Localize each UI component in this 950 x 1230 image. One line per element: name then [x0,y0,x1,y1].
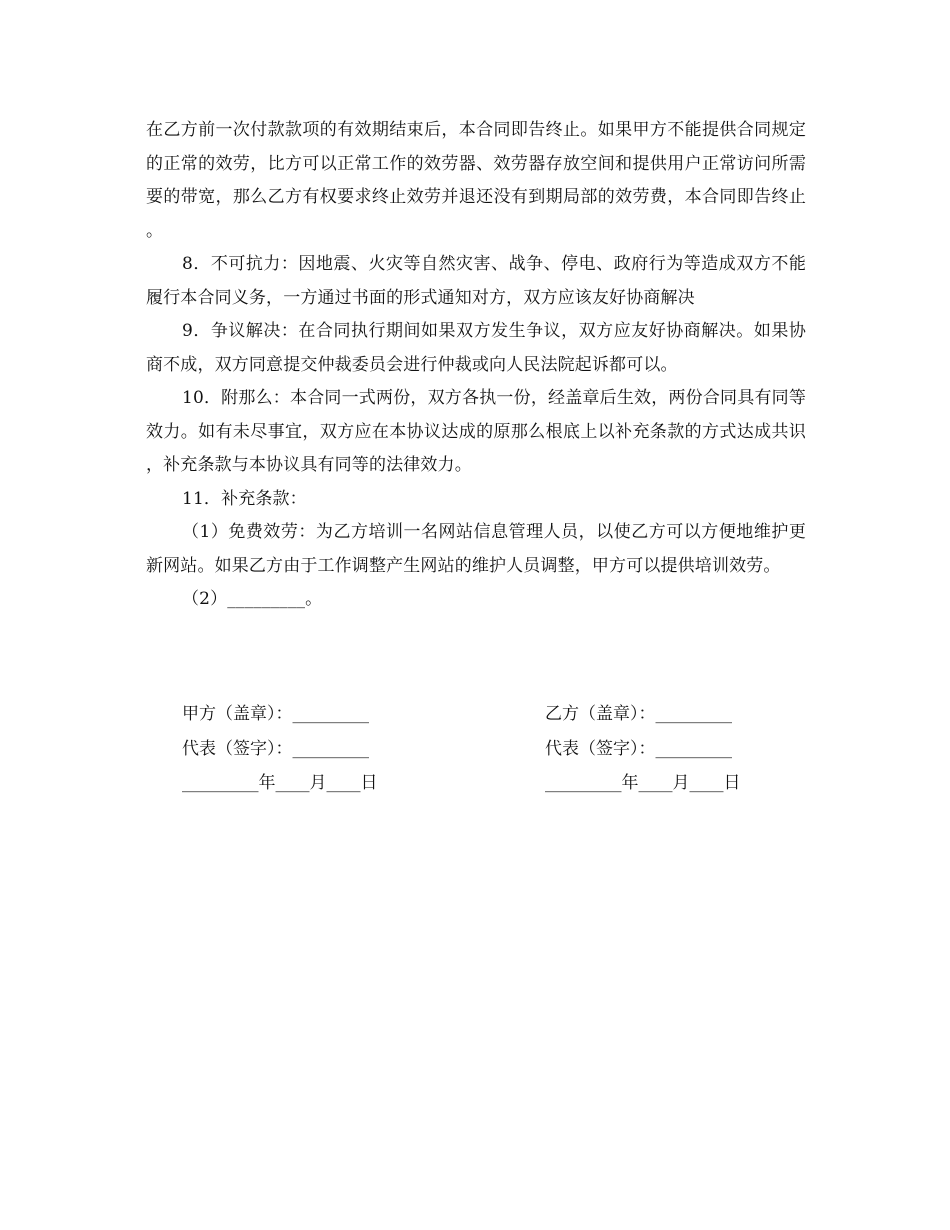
paragraph-dispute-resolution: 9．争议解决：在合同执行期间如果双方发生争议，双方应友好协商解决。如果协商不成，双方同意提交仲裁委员会进行仲裁或向人民法院起诉都可以。 [146,321,806,375]
party-b-seal-field: 乙方（盖章）：_________ [545,704,732,724]
paragraph-free-service: （1）免费效劳：为乙方培训一名网站信息管理人员，以使乙方可以方便地维护更新网站。如果乙方由于工作调整产生网站的维护人员调整，甲方可以提供培训效劳。 [146,522,806,576]
signature-row-date [146,766,806,801]
paragraph-termination: 在乙方前一次付款款项的有效期结束后，本合同即告终止。如果甲方不能提供合同规定的正常的效劳，比方可以正常工作的效劳器、效劳器存放空间和提供用户正常访问所需要的带宽，那么乙方有权要求终止效劳并退还没有到期局部的效劳费，本合同即告终止。 [146,120,806,241]
signature-row-seal [146,697,806,732]
party-a-representative-field: 代表（签字）：_________ [182,738,369,759]
contract-body [146,114,806,617]
paragraph-item-2-blank: （2）_________。 [182,589,323,609]
signature-block [146,697,806,801]
paragraph-supplementary-rules: 10．附那么：本合同一式两份，双方各执一份，经盖章后生效，两份合同具有同等效力。如有未尽事宜，双方应在本协议达成的原那么根底上以补充条款的方式达成共识，补充条款与本协议具有同等的法律效力。 [146,388,806,475]
signature-row-representative [146,732,806,767]
paragraph-force-majeure: 8．不可抗力：因地震、火灾等自然灾害、战争、停电、政府行为等造成双方不能履行本合同义务，一方通过书面的形式通知对方，双方应该友好协商解决 [146,254,806,308]
party-a-date-field: _________年____月____日 [182,773,378,793]
paragraph-supplementary-terms-heading: 11．补充条款： [182,488,307,509]
party-b-date-field: _________年____月____日 [545,773,741,793]
party-b-representative-field: 代表（签字）：_________ [545,738,732,759]
party-a-seal-field: 甲方（盖章）：_________ [182,704,369,724]
